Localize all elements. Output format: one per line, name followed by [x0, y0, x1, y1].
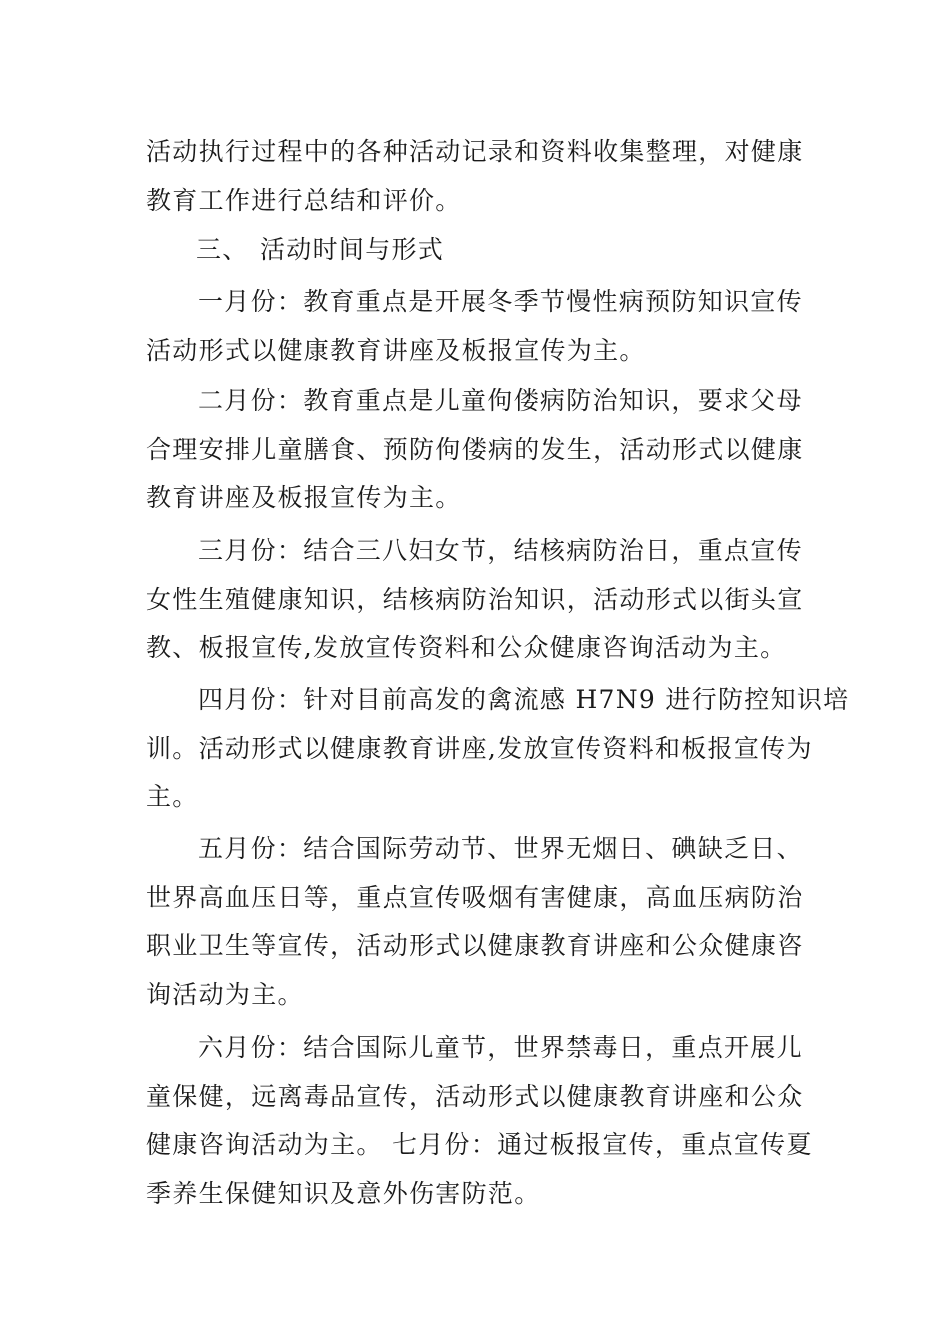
text-line: 主。	[146, 782, 199, 811]
text-line: 二月份：教育重点是儿童佝偻病防治知识，要求父母	[198, 386, 803, 415]
text-line: 健康咨询活动为主。 七月份：通过板报宣传，重点宣传夏	[146, 1130, 813, 1159]
section-heading	[146, 226, 808, 275]
text-line: 五月份：结合国际劳动节、世界无烟日、碘缺乏日、	[198, 834, 803, 863]
paragraph-march	[146, 527, 808, 673]
text-line: 教、板报宣传,发放宣传资料和公众健康咨询活动为主。	[146, 633, 787, 662]
text-line: 活动形式以健康教育讲座及板报宣传为主。	[146, 335, 646, 365]
text-line: 合理安排儿童膳食、预防佝偻病的发生，活动形式以健康	[146, 434, 804, 464]
text-line: 活动执行过程中的各种活动记录和资料收集整理，对健康	[146, 137, 804, 166]
text-line: 女性生殖健康知识，结核病防治知识，活动形式以街头宣	[146, 584, 804, 614]
text-line: 一月份：教育重点是开展冬季节慢性病预防知识宣传	[198, 287, 803, 316]
paragraph-april	[146, 676, 850, 822]
text-line: 世界高血压日等，重点宣传吸烟有害健康，高血压病防治	[146, 882, 804, 912]
paragraph-january	[146, 278, 808, 375]
text-line: 季养生保健知识及意外伤害防范。	[146, 1178, 541, 1208]
text-line: 六月份：结合国际儿童节，世界禁毒日，重点开展儿	[198, 1033, 803, 1062]
text-line: 询活动为主。	[146, 979, 304, 1009]
text-line: 职业卫生等宣传，活动形式以健康教育讲座和公众健康咨	[146, 931, 804, 960]
text-line: 教育讲座及板报宣传为主。	[146, 483, 462, 512]
section-number: 三、	[196, 235, 249, 264]
text-line: 教育工作进行总结和评价。	[146, 185, 462, 215]
text-line: 三月份：结合三八妇女节，结核病防治日，重点宣传	[198, 536, 803, 565]
paragraph-may	[146, 825, 808, 1019]
paragraph-continuation	[146, 128, 808, 225]
text-line: 童保健，远离毒品宣传，活动形式以健康教育讲座和公众	[146, 1081, 804, 1111]
paragraph-june-july	[146, 1024, 813, 1218]
paragraph-february	[146, 377, 808, 523]
text-line: 训。活动形式以健康教育讲座,发放宣传资料和板报宣传为	[146, 733, 813, 763]
text-line: 四月份：针对目前高发的禽流感 H7N9 进行防控知识培	[198, 685, 850, 714]
section-title: 活动时间与形式	[260, 235, 445, 264]
